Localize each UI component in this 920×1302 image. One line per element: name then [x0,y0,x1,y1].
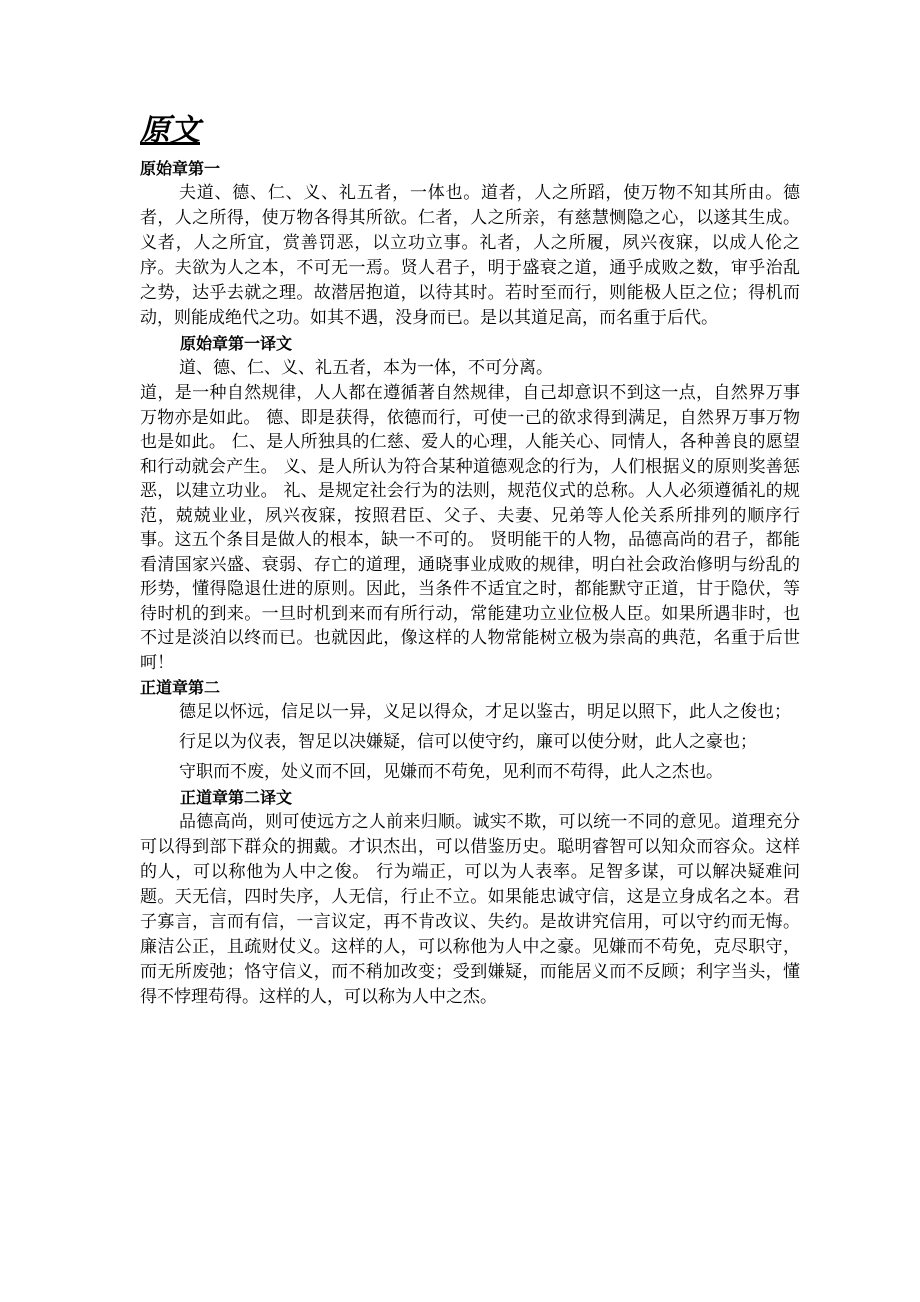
section-heading: 原始章第一 [140,159,221,178]
translation-text: 道，是一种自然规律，人人都在遵循著自然规律，自己却意识不到这一点，自然界万事万物亦是如此。 德、即是获得，依德而行，可使一己的欲求得到满足，自然界万事万物也是如此。 仁、是人所独具的仁慈、爱人的心理，人能关心、同情人，各种善良的愿望和行动就会产生。 义、是人所认为符合某种道德观念的行为，人们根据义的原则奖善惩恶，以建立功业。 礼、是规定社会行为的法则，规范仪式的总称。人人必须遵循礼的规范，兢兢业业，夙兴夜寐，按照君臣、父子、夫妻、兄弟等人伦关系所排列的顺序行事。这五个条目是做人的根本，缺一不可的。 贤明能干的人物，品德高尚的君子，都能看清国家兴盛、衰弱、存亡的道理，通晓事业成败的规律，明白社会政治修明与纷乱的形势，懂得隐退仕进的原则。因此，当条件不适宜之时，都能默守正道，甘于隐伏，等待时机的到来。一旦时机到来而有所行动，常能建功立业位极人臣。如果所遇非时，也不过是淡泊以终而已。也就因此，像这样的人物常能树立极为崇高的典范，名重于后世呵！ [140,383,800,673]
translation-heading: 正道章第二译文 [180,788,293,807]
translation-text: 品德高尚，则可使远方之人前来归顺。诚实不欺，可以统一不同的意见。道理充分可以得到部下群众的拥戴。才识杰出，可以借鉴历史。聪明睿智可以知众而容众。这样的人，可以称他为人中之俊。 行为端正，可以为人表率。足智多谋，可以解决疑难问题。天无信，四时失序，人无信，行止不立。如果能忠诚守信，这是立身成名之本。君子寡言，言而有信，一言议定，再不肯改议、失约。是故讲究信用，可以守约而无悔。廉洁公正，且疏财仗义。这样的人，可以称他为人中之豪。见嫌而不苟免，克尽职守，而无所废弛；恪守信义，而不稍加改变；受到嫌疑，而能居义而不反顾；利字当头，懂得不悖理苟得。这样的人，可以称为人中之杰。 [140,812,800,1007]
translation-lead: 道、德、仁、义、礼五者，本为一体，不可分离。 [179,358,553,378]
document-title: 原文 [140,113,200,148]
original-paragraph: 行足以为仪表，智足以决嫌疑，信可以使守约，廉可以使分财，此人之豪也； [179,732,757,752]
original-paragraph: 守职而不废，处义而不回，见嫌而不苟免，见利而不苟得，此人之杰也。 [179,762,723,782]
original-paragraph: 德足以怀远，信足以一异，义足以得众，才足以鉴古，明足以照下，此人之俊也； [179,702,791,722]
translation-heading: 原始章第一译文 [180,334,293,353]
document-page [140,112,800,1010]
section-heading: 正道章第二 [140,678,221,697]
original-text: 夫道、德、仁、义、礼五者，一体也。道者，人之所蹈，使万物不知其所由。德者，人之所得，使万物各得其所欲。仁者，人之所亲，有慈慧恻隐之心，以遂其生成。义者，人之所宜，赏善罚恶，以立功立事。礼者，人之所履，夙兴夜寐，以成人伦之序。夫欲为人之本，不可无一焉。贤人君子，明于盛衰之道，通乎成败之数，审乎治乱之势，达乎去就之理。故潜居抱道，以待其时。若时至而行，则能极人臣之位；得机而动，则能成绝代之功。如其不遇，没身而已。是以其道足高，而名重于后代。 [140,183,800,328]
